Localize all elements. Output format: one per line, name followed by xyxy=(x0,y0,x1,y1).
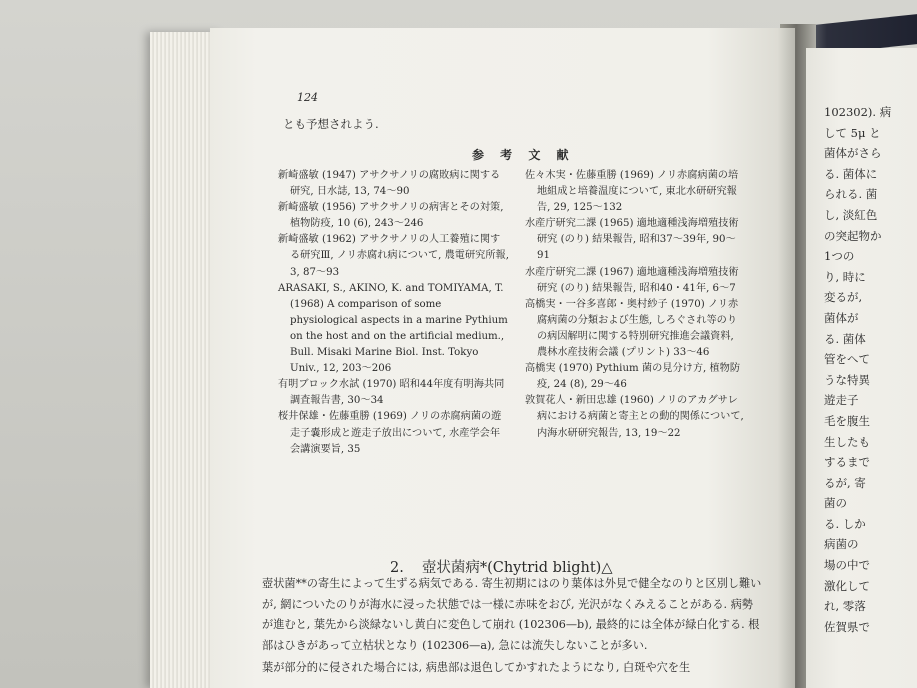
section-number: 2. xyxy=(390,560,404,576)
right-page-line: る. しか xyxy=(824,516,866,531)
reference-item: 桜井保雄・佐藤重勝 (1969) ノリの赤腐病菌の遊走子嚢形成と遊走子放出について, 水産学会年会講演要旨, 35 xyxy=(278,411,502,455)
reference-item: 高橋実 (1970) Pythium 菌の見分け方, 植物防疫, 24 (8), 29〜46 xyxy=(525,363,741,391)
right-page-line: 1つの xyxy=(824,249,855,264)
right-page-line: 毛を腹生 xyxy=(824,413,870,428)
reference-item: 佐々木実・佐藤重勝 (1969) ノリ赤腐病菌の培地組成と培養温度について, 東北水研研究報告, 29, 125〜132 xyxy=(525,170,739,214)
references-right-column xyxy=(525,168,747,442)
right-page-line: 管をへて xyxy=(824,352,870,367)
body-text xyxy=(262,574,762,679)
right-page-line: る. 菌体 xyxy=(824,331,866,346)
references-left-column xyxy=(278,168,510,458)
right-page-line: り, 時に xyxy=(824,269,866,284)
right-page-line: するまで xyxy=(824,455,870,470)
right-page-line: 菌体がさら xyxy=(824,146,882,161)
page-number: 124 xyxy=(297,91,318,104)
reference-item: 新崎盛敏 (1947) アサクサノリの腐敗病に関する研究, 日水誌, 13, 74〜90 xyxy=(278,170,501,198)
right-page-line: 激化して xyxy=(824,578,870,593)
right-page-line: うな特異 xyxy=(824,372,870,387)
reference-item: 高橋実・一谷多喜郎・奥村紗子 (1970) ノリ赤腐病菌の分類および生態, しろぐされ等のりの病因解明に関する特別研究推進会議資料, 農林水産技術会議 (プリント) 33〜46 xyxy=(525,298,739,359)
reference-item: ARASAKI, S., AKINO, K. and TOMIYAMA, T. (1968) A comparison of some physiological aspects in a marine Pythium on the host and on the artificial medium., Bull. Misaki Marine Biol. Inst. Tokyo Univ., 12, 203〜206 xyxy=(278,282,508,375)
left-page xyxy=(210,28,795,688)
right-page-line: られる. 菌 xyxy=(824,187,878,202)
reference-item: 敦賀花人・新田忠雄 (1960) ノリのアカグサレ病における病菌と寄主との動的関係について, 内海水研研究報告, 13, 19〜22 xyxy=(525,395,744,439)
right-page-line: るが, 寄 xyxy=(824,475,866,490)
body-cut-line: 葉が部分的に侵された場合には, 病患部は退色してかすれたようになり, 白斑や穴を生 xyxy=(262,661,691,675)
right-page-line: 生したも xyxy=(824,434,870,449)
intro-line: とも予想されよう. xyxy=(283,117,379,131)
reference-item: 有明ブロック水試 (1970) 昭和44年度有明海共同調査報告書, 30〜34 xyxy=(278,379,505,407)
reference-item: 新崎盛敏 (1962) アサクサノリの人工養殖に関する研究Ⅲ, ノリ赤腐れ病について, 農電研究所報, 3, 87〜93 xyxy=(278,234,509,278)
right-page-text xyxy=(824,102,891,637)
right-page-line: して 5μ と xyxy=(824,125,881,140)
right-page-line: 病菌の xyxy=(824,537,859,552)
right-page-line: る. 菌体に xyxy=(824,166,878,181)
section-title-text: 壺状菌病*(Chytrid blight)△ xyxy=(421,560,613,576)
reference-item: 水産庁研究二課 (1965) 適地適種浅海増殖技術研究 (のり) 結果報告, 昭和37〜39年, 90〜91 xyxy=(525,218,739,262)
right-page-line: 佐賀県で xyxy=(824,619,870,634)
right-page-line: れ, 零落 xyxy=(824,599,866,614)
reference-item: 新崎盛敏 (1956) アサクサノリの病害とその対策, 植物防疫, 10 (6), 243〜246 xyxy=(278,202,504,230)
right-page-line: 遊走子 xyxy=(824,393,859,408)
right-page-line: 102302). 病 xyxy=(824,105,892,119)
references-heading: 参 考 文 献 xyxy=(472,148,575,162)
right-page xyxy=(806,48,917,688)
body-paragraph: 壺状菌**の寄生によって生ずる病気である. 寄生初期にはのり葉体は外見で健全なのりと区別し難いが, 網についたのりが海水に浸った状態では一様に赤味をおび, 光沢がなくみえることがある. 病勢が進むと, 葉先から淡緑ないし黄白に変色して崩れ (102306—b), 最終的には全体が緑白化する. 根部はひきがあって立枯状となり (102306—a), 急には流失しないことが多い. xyxy=(262,577,762,652)
right-page-line: 菌体が xyxy=(824,310,859,325)
right-page-line: 変るが, xyxy=(824,290,863,305)
right-page-line: 菌の xyxy=(824,496,847,511)
right-page-line: し, 淡紅色 xyxy=(824,207,878,222)
reference-item: 水産庁研究二課 (1967) 適地適種浅海増殖技術研究 (のり) 結果報告, 昭和40・41年, 6〜7 xyxy=(525,266,739,294)
right-page-line: 場の中で xyxy=(824,558,870,573)
right-page-line: の突起物か xyxy=(824,228,882,243)
